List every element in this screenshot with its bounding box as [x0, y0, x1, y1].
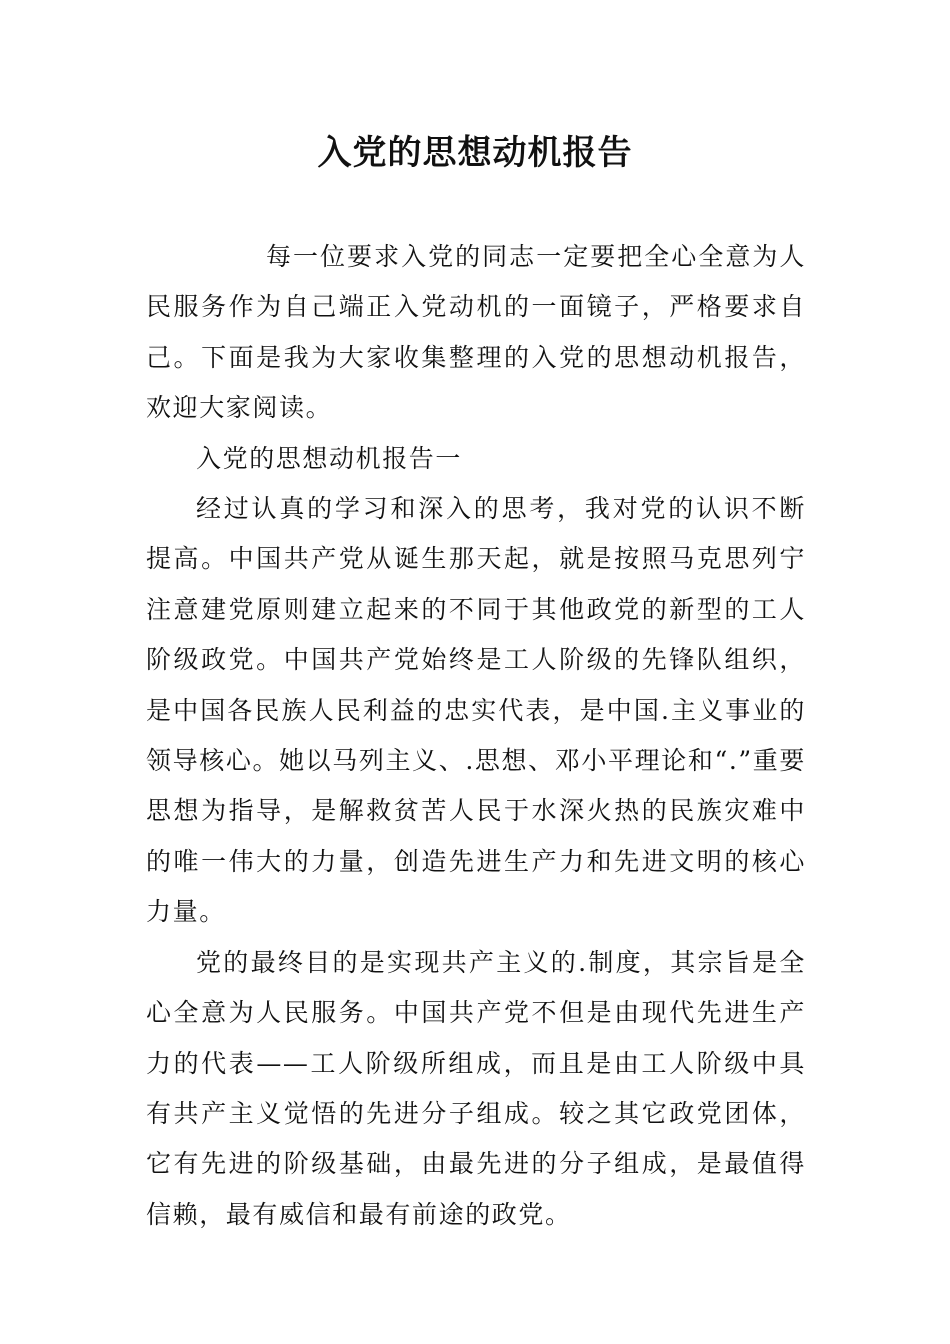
intro-paragraph: 每一位要求入党的同志一定要把全心全意为人民服务作为自己端正入党动机的一面镜子，严格要求自己。下面是我为大家收集整理的入党的思想动机报告，欢迎大家阅读。: [146, 242, 806, 423]
body-paragraph: 党的最终目的是实现共产主义的.制度，其宗旨是全心全意为人民服务。中国共产党不但是由现代先进生产力的代表——工人阶级所组成，而且是由工人阶级中具有共产主义觉悟的先进分子组成。较之其它政党团体，它有先进的阶级基础，由最先进的分子组成，是最值得信赖，最有威信和最有前途的政党。: [146, 947, 806, 1229]
document-title: 入党的思想动机报告: [317, 133, 633, 173]
section-heading: 入党的思想动机报告一: [196, 443, 463, 473]
body-paragraph: 经过认真的学习和深入的思考，我对党的认识不断提高。中国共产党从诞生那天起，就是按照马克思列宁注意建党原则建立起来的不同于其他政党的新型的工人阶级政党。中国共产党始终是工人阶级的先锋队组织，是中国各民族人民利益的忠实代表，是中国.主义事业的领导核心。她以马列主义、.思想、邓小平理论和“.”重要思想为指导，是解救贫苦人民于水深火热的民族灾难中的唯一伟大的力量，创造先进生产力和先进文明的核心力量。: [146, 494, 806, 927]
document-body: [146, 232, 806, 1240]
